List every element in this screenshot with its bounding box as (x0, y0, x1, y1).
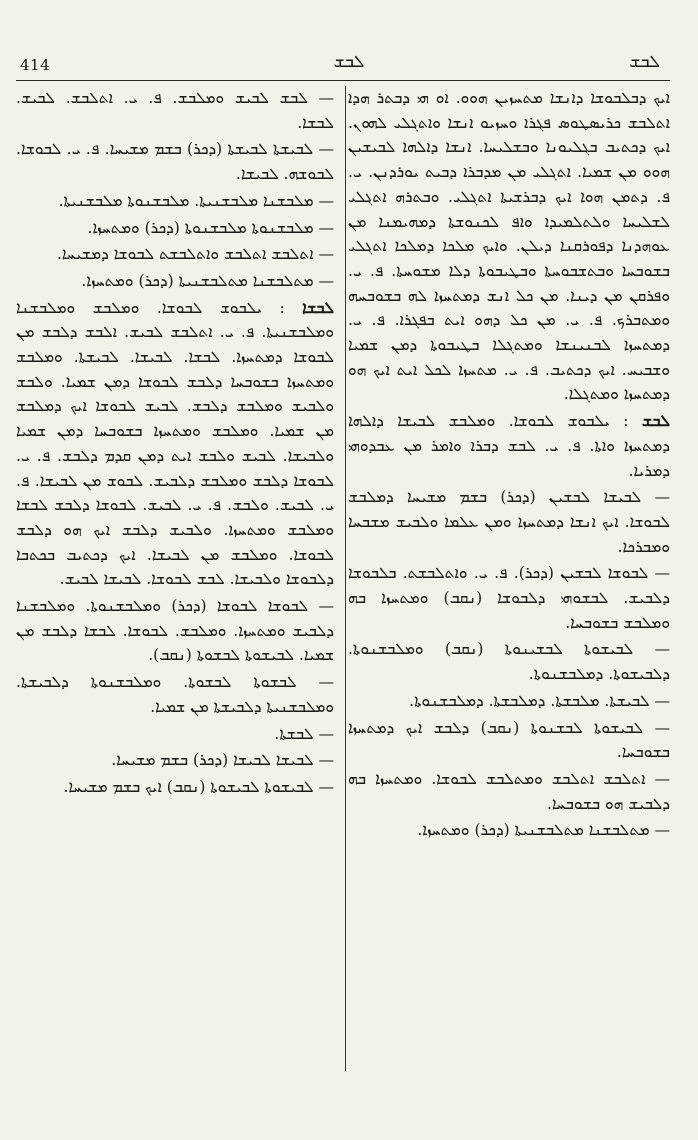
dictionary-entry (16, 137, 334, 186)
entry-text: — ܠܒܫܬܐ. (274, 724, 334, 743)
text-columns (16, 86, 670, 1071)
entry-text: — ܠܒܘܫܐ ܠܒܘܫܐ (ܕܟܪ) ܘܡܠܒܫܢܘܬܐ. ܘܡܠܒܫܢܐ ܕܠܒܝܫ ܘܡܬܚܙܐ. ܘܡܠܒܫ. ܠܒܘܫܐ. ܠܒܫܐ ܕܠܒܫ ܡܢ ܫܡܝܐ. ܠܒܝܫܘܬܐ ܠܒܫܘܬܐ (ܢܩܒ). (16, 597, 334, 665)
dictionary-entry: ܠܒܫ : ܝܠܒܘܫ ܠܒܘܫܐ. ܘܡܠܒܫ ܠܒܝܫܐ ܕܐܠܗܐ ܕܡܬܚܙܐ ܘܐܬܐ. ܦ. ܝ. ܠܒܫ ܕܒܪܐ ܘܐܡܪ ܡܢ ܥܒܕܘܗܝ ܕܡܪܝܐ. (348, 411, 670, 480)
dictionary-entry (16, 86, 334, 135)
page-number: 414 (20, 56, 51, 74)
entry-text: — ܠܒܫ ܠܒܝܫ ܘܡܠܒܫ. ܦ. ܝ. ܐܬܠܒܫ. ܠܒܝܫ. ܠܒܫܐ. (16, 89, 334, 132)
dictionary-entry (16, 189, 334, 214)
dictionary-entry (348, 485, 670, 559)
dictionary-entry (16, 670, 334, 719)
page-header (0, 52, 698, 78)
dictionary-entry (348, 637, 670, 686)
entry-text: — ܠܒܝܫܬܐ ܠܒܝܫܬܐ (ܕܟܪ) ܒܫܡ ܡܫܝܚܐ. ܦ. ܝ. ܠܒܘܫܐ. ܠܒܘܫܗ. ܠܒܝܫܐ. (16, 140, 334, 184)
entry-text: — ܐܬܠܒܫ ܐܬܠܒܫ ܘܐܬܠܒܫܬ ܠܒܘܫܐ ܕܡܫܝܚܐ. (57, 245, 334, 264)
dictionary-entry (16, 242, 334, 267)
dictionary-entry (16, 775, 334, 800)
running-title: ܠܒܫ (333, 52, 365, 72)
entry-text: — ܐܬܠܒܫ ܐܬܠܒܫ ܘܡܬܠܒܫ ܠܒܘܫܐ. ܘܡܬܚܙܐ ܒܗ ܕܠܒܝܫ ܗܘ ܒܫܘܒܚܐ. (348, 769, 670, 813)
entry-text: — ܡܬܠܒܫܢܐ ܡܬܠܒܫܢܝܬܐ (ܕܟܪ) ܘܡܬܚܙܐ. (81, 271, 334, 290)
entry-text: — ܠܒܝܫܘܬܐ ܠܒܫܝܢܘܬܐ (ܢܩܒ) ܘܡܠܒܫܢܘܬܐ. ܕܠܒܝܫܘܬܐ. ܕܡܠܒܫܢܘܬܐ. (348, 640, 670, 684)
dictionary-entry (16, 594, 334, 668)
entry-text: — ܠܒܝܫܬܐ. ܡܠܒܫܬܐ. ܕܡܠܒܫܬܐ. ܕܡܠܒܫܢܘܬܐ. (409, 691, 670, 710)
right-column (348, 86, 670, 1071)
dictionary-entry (16, 748, 334, 773)
entry-text: — ܠܒܘܫܐ ܠܒܫܝܢ (ܕܟܪ). ܦ. ܝ. ܘܐܬܠܒܫܬ. ܒܠܒܘܫܐ ܕܠܒܝܫ. ܠܒܫܘܗܝ ܕܠܒܘܫܐ (ܢܩܒ) ܘܡܬܚܙܐ ܒܗ ܘܡܠܒܫ ܒܫܘܒܚܐ. (348, 564, 670, 632)
entry-text: ܐܝܟ ܕܒܠܒܘܫܐ ܕܐܢܫܐ ܡܬܚܙܝܢ ܗܘܘ. ܐܘ ܗܝ ܕܒܬܪ ܗܕܐ ܐܬܠܒܫ ܟܪܝܣܛܘܣ ܦܓܪܐ ܘܚܙܝܘ ܐܢܫܐ ܘܐܬܓܠܝ ܠܗܘܢ. ܐܝܟ ܕܟܬܝܒ ܒܓܠܝܘܢܐ ܘܒܫܠܝܚܐ. ܐܢܫܐ ܕܐܠܗܐ ܠܒܝܫܝܢ ܗܘܘ ܡܢ ܫܡܝܐ. ܐܬܓܠܝ ܡܢ ܡܕܒܪܐ ܕܒܝܬ ܝܘܪܕܢܢ. ܝ. ܦ. ܕܬܡܢ ܗܘܐ ܐܝܟ ܕܒܪܫܝܬܐ ܐܬܓܠܝ. ܘܒܬܪܗ ܐܬܓܠܝ ܠܫܠܝܚܐ ܘܠܬܠܡܝܕܐ ܘܐܦ ܠܟܢܘܫܬܐ ܕܡܗܝܡܢܐ ܡܢ ܥܘܗܕܢܐ ܕܦܘܪܩܢܐ ܕܝܠܢ. ܘܐܝܟ ܡܠܟܐ ܕܡܠܟܐ ܐܬܓܠܝ ܒܫܘܒܚܐ ܘܒܬܫܒܘܚܬܐ ܘܒܛܝܒܘܬܐ ܕܠܐ ܡܫܘܚܬܐ. ܦ. ܝ. ܘܦܪܩܢ ܡܢ ܕܝܢܐ. ܡܢ ܟܠ ܐܢܫ ܕܡܬܚܙܐ ܠܗ ܒܫܘܒܚܗ ܘܡܬܒܪܟ. ܦ. ܝ. ܡܢ ܟܠ ܕܗܘ ܐܝܬ ܒܦܓܪܐ. ܦ. ܝ. ܕܡܬܚܙܐ ܠܒܢܝܢܫܐ ܘܡܬܓܠܐ ܒܛܝܒܘܬܐ ܕܡܢ ܫܡܝܐ ܘܫܒܝܚ. ܐܝܟ ܕܟܬܝܒ. ܦ. ܝ. ܡܬܚܙܐ ܠܟܠ ܐܝܬ ܐܝܟ ܗܘ ܕܡܬܚܙܐ ܘܡܬܓܠܐ. (348, 89, 670, 404)
dictionary-entry (348, 818, 670, 843)
entry-text: — ܠܒܫܘܬܐ ܠܒܫܘܬܐ. ܘܡܠܒܫܢܘܬܐ ܕܠܒܝܫܬܐ. ܘܡܠܒܫܢܝܬܐ ܕܠܒܝܫܬܐ ܡܢ ܫܡܝܐ. (16, 673, 334, 716)
entry-lemma: ܠܒܫ (641, 411, 670, 431)
entry-text: — ܠܒܝܫܘܬܐ ܠܒܫܢܘܬܐ (ܢܩܒ) ܕܠܒܫ ܐܝܟ ܕܡܬܚܙܐ ܒܫܘܒܚܐ. (348, 718, 670, 762)
column-divider (345, 86, 346, 1071)
catchword: ܠܒܫ (629, 52, 660, 72)
dictionary-entry (16, 722, 334, 747)
entry-text: — ܡܠܒܫܢܘܬܐ ܡܠܒܫܢܘܬܐ (ܕܟܪ) ܘܡܬܚܙܐ. (87, 218, 334, 237)
entry-text: ܝܠܒܘܫ ܠܒܘܫܐ. ܘܡܠܒܫ ܠܒܝܫܐ ܕܐܠܗܐ ܕܡܬܚܙܐ ܘܐܬܐ. ܦ. ܝ. ܠܒܫ ܕܒܪܐ ܘܐܡܪ ܡܢ ܥܒܕܘܗܝ ܕܡܪܝܐ. (348, 412, 670, 480)
entry-text: — ܠܒܝܫܐ ܠܒܝܫܐ (ܕܟܪ) ܒܫܡ ܡܫܝܚܐ. (111, 751, 334, 770)
header-rule (16, 80, 670, 81)
dictionary-entry (348, 689, 670, 714)
dictionary-entry (348, 561, 670, 635)
dictionary-entry (348, 86, 670, 407)
entry-text: — ܡܬܠܒܫܢܐ ܡܬܠܒܫܢܝܬܐ (ܕܟܪ) ܘܡܬܚܙܐ. (417, 821, 670, 840)
left-column (16, 86, 334, 1071)
dictionary-entry (348, 767, 670, 816)
dictionary-entry (348, 716, 670, 765)
dictionary-entry (16, 216, 334, 241)
dictionary-entry: ܠܒܫܐ : ܝܠܒܘܫ ܠܒܘܫܐ. ܘܡܠܒܫ ܘܡܠܒܫܢܐ ܘܡܠܒܫܢܝܬܐ. ܦ. ܝ. ܐܬܠܒܫ ܠܒܝܫ. ܐܠܒܫ ܕܠܒܫ ܡܢ ܠܒܘܫܐ ܕܡܬܚܙܐ. ܠܒܫܐ. ܠܒܝܫܐ. ܠܒܝܫܬܐ. ܘܡܠܒܫ ܘܡܬܚܙܐ ܒܫܘܒܚܐ ܕܠܒܫ ܠܒܘܫܐ ܕܡܢ ܫܡܝܐ. ܘܠܒܫ ܘܠܒܝܫ ܘܡܠܒܫ ܕܠܒܫ. ܠܒܝܫ ܠܒܘܫܐ ܐܝܟ ܕܡܠܒܫ ܡܢ ܫܡܝܐ. ܘܡܠܒܫ ܘܡܬܚܙܐ ܒܫܘܒܚܐ ܕܡܢ ܫܡܝܐ ܘܠܒܝܫܐ. ܠܒܝܫ ܘܠܒܫ ܐܝܬ ܕܡܢ ܩܕܡ ܕܠܒܫ. ܦ. ܝ. ܠܒܘܫܐ ܕܠܒܫ ܘܡܠܒܫ ܕܠܒܝܫ. ܠܒܘܫ ܡܢ ܠܒܝܫܐ. ܦ. ܝ. ܠܒܝܫ. ܘܠܒܫ. ܦ. ܝ. ܠܒܝܫ. ܠܒܘܫܐ ܕܠܒܫ ܠܒܫܐ ܘܡܠܒܫ ܘܡܬܚܙܐ. ܘܠܒܝܫ ܕܠܒܫ ܐܝܟ ܗܘ ܕܠܒܫ ܠܒܘܫܐ. ܘܡܠܒܫ ܡܢ ܠܒܝܫܐ. ܐܝܟ ܕܟܬܝܒ ܒܟܬܒܐ ܕܠܒܘܫܐ ܘܠܒܝܫܐ. ܠܒܫ ܠܒܘܫܐ. ܠܒܝܫܐ ܠܒܝܫ. (16, 297, 334, 589)
entry-text: — ܠܒܝܫܘܬܐ ܠܒܝܫܘܬܐ (ܢܩܒ) ܐܝܟ ܒܫܡ ܡܫܝܚܐ. (63, 777, 334, 796)
entry-lemma: ܠܒܫܐ (302, 297, 334, 317)
entry-text: ܝܠܒܘܫ ܠܒܘܫܐ. ܘܡܠܒܫ ܘܡܠܒܫܢܐ ܘܡܠܒܫܢܝܬܐ. ܦ. ܝ. ܐܬܠܒܫ ܠܒܝܫ. ܐܠܒܫ ܕܠܒܫ ܡܢ ܠܒܘܫܐ ܕܡܬܚܙܐ. ܠܒܫܐ. ܠܒܝܫܐ. ܠܒܝܫܬܐ. ܘܡܠܒܫ ܘܡܬܚܙܐ ܒܫܘܒܚܐ ܕܠܒܫ ܠܒܘܫܐ ܕܡܢ ܫܡܝܐ. ܘܠܒܫ ܘܠܒܝܫ ܘܡܠܒܫ ܕܠܒܫ. ܠܒܝܫ ܠܒܘܫܐ ܐܝܟ ܕܡܠܒܫ ܡܢ ܫܡܝܐ. ܘܡܠܒܫ ܘܡܬܚܙܐ ܒܫܘܒܚܐ ܕܡܢ ܫܡܝܐ ܘܠܒܝܫܐ. ܠܒܝܫ ܘܠܒܫ ܐܝܬ ܕܡܢ ܩܕܡ ܕܠܒܫ. ܦ. ܝ. ܠܒܘܫܐ ܕܠܒܫ ܘܡܠܒܫ ܕܠܒܝܫ. ܠܒܘܫ ܡܢ ܠܒܝܫܐ. ܦ. ܝ. ܠܒܝܫ. ܘܠܒܫ. ܦ. ܝ. ܠܒܝܫ. ܠܒܘܫܐ ܕܠܒܫ ܠܒܫܐ ܘܡܠܒܫ ܘܡܬܚܙܐ. ܘܠܒܝܫ ܕܠܒܫ ܐܝܟ ܗܘ ܕܠܒܫ ܠܒܘܫܐ. ܘܡܠܒܫ ܡܢ ܠܒܝܫܐ. ܐܝܟ ܕܟܬܝܒ ܒܟܬܒܐ ܕܠܒܘܫܐ ܘܠܒܝܫܐ. ܠܒܫ ܠܒܘܫܐ. ܠܒܝܫܐ ܠܒܝܫ. (16, 298, 334, 589)
entry-text: — ܡܠܒܫܢܐ ܡܠܒܫܢܝܬܐ. ܡܠܒܫܢܘܬܐ ܡܠܒܫܢܝܬܐ. (58, 191, 334, 210)
dictionary-entry (16, 269, 334, 294)
entry-text: — ܠܒܝܫܐ ܠܒܫܝܢ (ܕܟܪ) ܒܫܡ ܡܫܝܚܐ ܕܡܠܒܫ ܠܒܘܫܐ. ܐܝܟ ܐܢܫܐ ܕܡܬܚܙܐ ܘܡܢ ܥܠܡܐ ܘܠܒܝܫ ܡܫܒܚܐ ܘܡܒܪܟܐ. (348, 488, 670, 556)
